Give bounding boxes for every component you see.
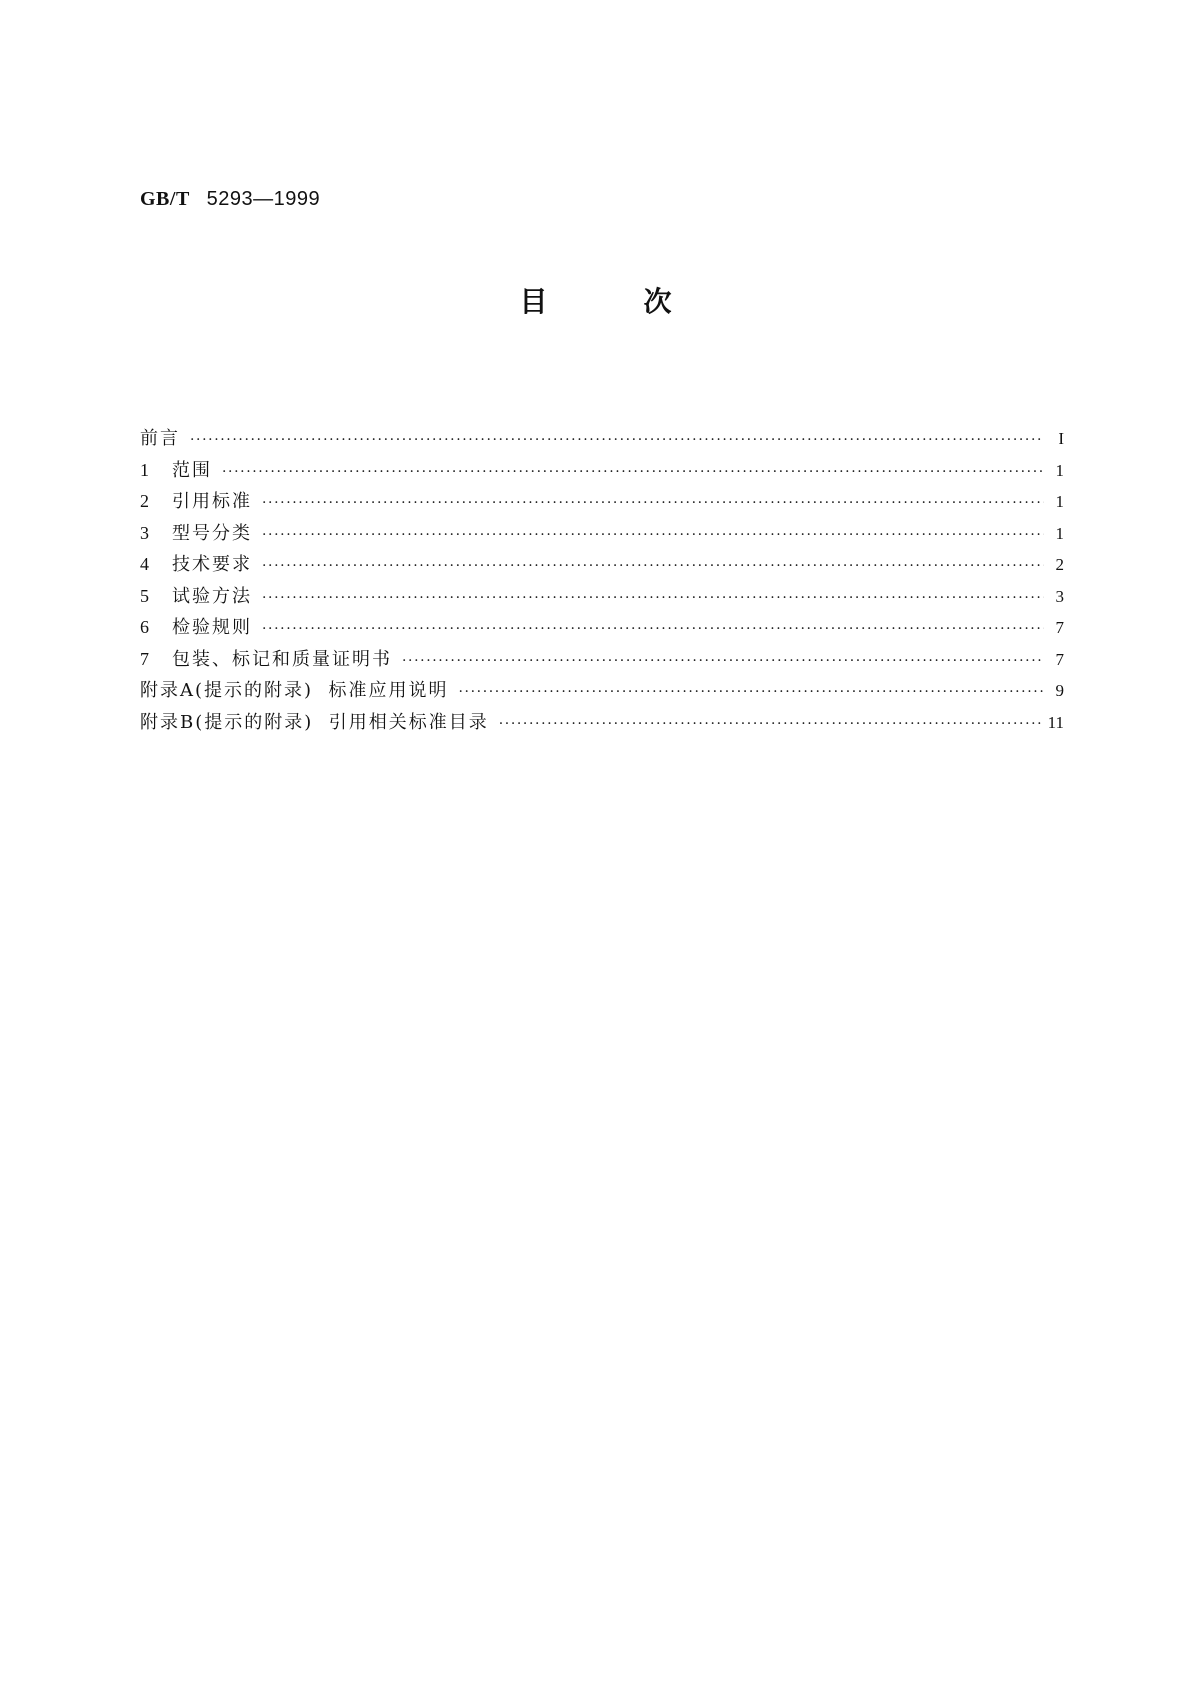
- toc-entry-number: 6: [140, 617, 149, 637]
- toc-entry-page: 7: [1055, 618, 1064, 637]
- toc-entry-label: 附录B(提示的附录) 引用相关标准目录: [140, 711, 489, 733]
- toc-entry-number: 3: [140, 522, 149, 543]
- toc-entry-label: 前言: [140, 428, 180, 449]
- toc-entry-3[interactable]: [140, 519, 1064, 551]
- toc-entry-page: 2: [1055, 555, 1064, 574]
- toc-entry-label: 检验规则: [172, 617, 252, 638]
- toc-entry-label: 引用标准: [172, 491, 252, 512]
- toc-entry-preface[interactable]: [140, 424, 1064, 456]
- standard-prefix: GB/T: [140, 188, 190, 210]
- toc-title: 目次: [519, 285, 768, 318]
- toc-entry-2[interactable]: [140, 487, 1064, 519]
- toc-entry-number: 1: [140, 459, 149, 480]
- toc-entry-page: 9: [1055, 681, 1064, 700]
- toc-entry-5[interactable]: [140, 582, 1064, 614]
- toc-entry-label: 型号分类: [172, 522, 252, 544]
- toc-dot-leader: [459, 684, 1045, 700]
- toc-entry-6[interactable]: [140, 613, 1064, 645]
- toc-entry-4[interactable]: [140, 550, 1064, 582]
- toc-entry-page: 1: [1055, 523, 1064, 543]
- toc-entry-number: 4: [140, 554, 149, 574]
- toc-dot-leader: [499, 716, 1042, 732]
- table-of-contents: [140, 424, 1064, 739]
- toc-entry-number: 7: [140, 648, 149, 669]
- toc-entry-page: 1: [1055, 460, 1064, 480]
- toc-entry-label: 范围: [172, 459, 212, 481]
- toc-entry-label: 包装、标记和质量证明书: [172, 648, 392, 670]
- standard-code: [140, 186, 320, 211]
- toc-dot-leader: [222, 464, 1044, 480]
- toc-entry-appendix-a[interactable]: [140, 676, 1064, 708]
- toc-entry-7[interactable]: [140, 645, 1064, 677]
- toc-dot-leader: [262, 527, 1044, 543]
- toc-entry-label: 附录A(提示的附录) 标准应用说明: [140, 680, 449, 701]
- toc-entry-1[interactable]: [140, 456, 1064, 488]
- toc-dot-leader: [262, 558, 1044, 574]
- toc-entry-page: 11: [1047, 712, 1064, 732]
- toc-entry-number: 5: [140, 585, 149, 606]
- toc-entry-label: 技术要求: [172, 554, 252, 575]
- toc-dot-leader: [190, 432, 1044, 448]
- toc-dot-leader: [402, 653, 1044, 669]
- toc-entry-page: 3: [1055, 586, 1064, 606]
- toc-dot-leader: [262, 590, 1044, 606]
- toc-dot-leader: [262, 621, 1044, 637]
- toc-entry-label: 试验方法: [172, 585, 252, 607]
- toc-entry-page: 7: [1055, 649, 1064, 669]
- toc-entry-appendix-b[interactable]: [140, 708, 1064, 740]
- toc-entry-number: 2: [140, 491, 149, 511]
- toc-entry-page: 1: [1055, 492, 1064, 511]
- standard-number: 5293—1999: [206, 188, 321, 210]
- toc-entry-page: I: [1058, 429, 1064, 448]
- toc-dot-leader: [262, 495, 1044, 511]
